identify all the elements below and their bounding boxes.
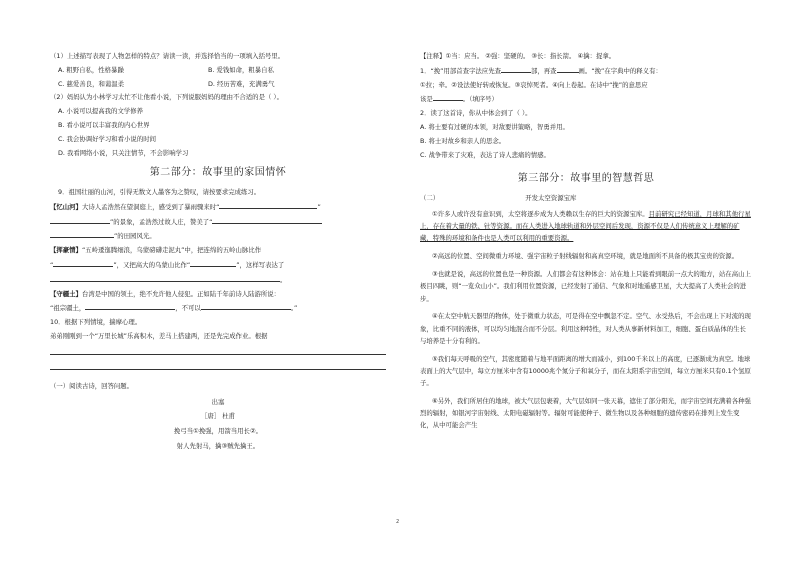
huihao-label: 【挥豪情】 (50, 246, 82, 255)
yishan-label: 【忆山河】 (50, 202, 82, 211)
question-10-intro: 10．根据下列情境，揣摩心理。 (50, 318, 142, 327)
shoujiang-text-2: “祖宗疆土， (50, 304, 86, 313)
question-1-stem: （1）上述描写表现了人物怎样的特点？请读一读，并选择恰当的一项填入括号里。 (50, 52, 285, 60)
question-2-option-c: C. 我会协调好学习和看小说的时间 (58, 134, 156, 143)
section-2-heading (420, 194, 752, 202)
option-c: C. 慈爱善良，和蔼温柔 (58, 79, 125, 88)
blank[interactable] (219, 202, 317, 209)
yishan-line-1: 【忆山河】大诗人孟浩然在望洞庭上，感受到了暴雨骤来时“ ” (50, 202, 321, 211)
page-number: 2 (396, 519, 400, 525)
right-q1-text-a: 1．“挽”用部首查字法应先查 (420, 66, 501, 75)
question-2-stem: （2）妈妈认为小林学习太忙不让他看小说，下列说服妈妈的理由不合适的是（ ）。 (50, 93, 283, 102)
blank[interactable] (50, 231, 114, 238)
shoujiang-text-4: 。” (290, 304, 298, 313)
paragraph-3: ③也就是说，高远的位置也是一种资源。人们都会有这种体会：站在地上只能看到眼前一点大的地方，站在高山上极目四眺，则“一览众山小”。我们利用位置资源，已经发射了通信、气象和对地遥感卫星，大大提高了人类社会的进步。 (420, 270, 751, 303)
right-question-2-option-b: B. 将士对故乡和亲人的思念。 (420, 136, 506, 145)
yishan-line-3 (50, 231, 386, 240)
right-question-2: 2．读了这首诗，你从中体会到了（ ）。 (420, 109, 532, 118)
right-question-1-options: ①拉；牵。②设法使好转或恢复。③哀悼死者。④向上卷起。在诗中“挽”的意思应 (420, 80, 648, 89)
right-question-1 (420, 66, 752, 75)
shoujiang-text-3: ，不可以 (175, 304, 201, 313)
yishan-text-2: ”的景象，孟浩然过故人庄，赞美了“ (110, 217, 213, 226)
section-2-title: 开发太空资源宝库 (525, 194, 577, 203)
blank[interactable] (190, 260, 236, 267)
paragraph-1-b: 目前研究已经知道，月球和其他行星上，存在着大量的铁、钍等资源。而在人类进入地球轨道和外层空间后发现，资源不仅是人们传统意义上理解的矿藏，特殊的环境和条件也是人类可以利用的重要资源。 (420, 209, 751, 243)
blank[interactable] (557, 66, 579, 73)
part-2-title: 第二部分：故事里的家国情怀 (149, 166, 287, 178)
blank[interactable] (85, 303, 175, 310)
poem-line-1: 挽弓当①挽强，用箭当用长②。 (173, 426, 263, 435)
shoujiang-label: 【守疆土】 (50, 289, 82, 298)
question-2-option-d: D. 我看网络小说，只关注情节，不会影响学习 (58, 148, 189, 157)
question-10-text: 弟弟刚刚到一个“万里长城”乐高积木，差马上搭建两，还是先完成作业。根据 (50, 332, 268, 341)
right-question-1-end (420, 94, 752, 103)
question-2-option-a: A. 小说可以提高我的文学修养 (58, 107, 144, 116)
shoujiang-line-1 (50, 290, 386, 298)
poem-line-2: 射人先射马，擒③贼先擒王。 (176, 441, 260, 450)
poem-title: 出塞 (211, 397, 225, 406)
right-q1-text-c: 画。“挽”在字典中的释义有： (578, 66, 662, 75)
answer-line[interactable] (50, 361, 386, 370)
question-2-option-b: B. 看小说可以丰富我的内心世界 (58, 120, 150, 129)
part-3-title: 第三部分：故事里的智慧哲思 (517, 172, 655, 184)
right-q1-end-b: 。（填序号） (462, 95, 498, 104)
poem-author: ［唐］ 杜甫 (201, 411, 235, 420)
question-1-options-row-2 (50, 80, 386, 88)
section-2-label: （二） (420, 194, 440, 203)
huihao-line-3 (50, 275, 386, 284)
reading-intro: （一）阅读古诗，回答问题。 (50, 381, 134, 390)
huihao-text-1: “五岭逶迤腾细浪，乌蒙磅礴走泥丸”中，把连绵的五岭山脉比作 (81, 246, 262, 255)
blank[interactable] (50, 217, 110, 224)
blank[interactable] (501, 66, 531, 73)
huihao-line-2 (50, 260, 386, 269)
blank[interactable] (212, 217, 322, 224)
option-b: B. 爱钱如命，粗暴自私 (208, 65, 274, 74)
huihao-text-2: “ (50, 261, 54, 270)
shoujiang-line-2 (50, 303, 386, 312)
huihao-text-4: ”，这样写表达了 (236, 261, 285, 270)
question-9-intro: 9．祖国壮丽的山河，引得无数文人墨客为之赞叹，请按要求完成练习。 (58, 188, 261, 197)
right-question-2-option-c: C. 战争带来了灾难，表达了诗人悲痛的情感。 (420, 150, 550, 159)
paragraph-5: ⑤我们每天呼吸的空气，其密度随着与地平面距离的增大而减小，到100千米以上的高度，已逐渐成为真空。地球表面上的大气层中，每立方厘米中含有10000兆个氮分子和氧分子，而在太阳系宇宙空间，每立方厘米只有0.1个氢原子。 (420, 354, 751, 388)
paragraph-6: ⑥另外，我们所居住的地球，被大气层包裹着，大气层如同一张天幕，遮住了部分阳光，而宇宙空间充满着各种强烈的辐射，如银河宇宙射线、太阳电磁辐射等。辐射可能使种子、微生物以及各种细胞的遗传密码在排列上发生变化，从中可能会产生 (420, 397, 751, 430)
question-1-options-row-1 (50, 66, 386, 74)
option-d: D. 经历苦难，充满勇气 (208, 79, 275, 88)
right-q1-end-a: 该是 (420, 95, 433, 104)
paragraph-1 (420, 208, 752, 245)
right-question-2-option-a: A. 将士要有过硬的本领，对敌要讲策略，智勇并用。 (420, 122, 569, 131)
blank[interactable] (201, 303, 291, 310)
poem-notes: 【注释】①当：应当。 ②强：坚硬的。 ③长：指长箭。 ④擒：捉拿。 (420, 52, 616, 60)
yishan-text-3: ”的田园风光。 (114, 232, 156, 241)
left-column (50, 52, 386, 457)
answer-line[interactable] (50, 346, 386, 355)
option-a: A. 粗野自私，性格暴躁 (58, 65, 124, 74)
yishan-line-2 (50, 217, 386, 226)
yishan-text-1: 大诗人孟浩然在望洞庭上，感受到了暴雨骤来时“ (81, 202, 220, 211)
blank[interactable] (433, 94, 463, 101)
huihao-text-5: 。 (280, 275, 287, 284)
huihao-text-3: ”，又把高大的乌蒙山比作“ (113, 261, 191, 270)
right-column (420, 52, 752, 437)
blank[interactable] (50, 275, 280, 282)
paragraph-2: ②高远的位置、空间微重力环境、强宇宙粒子射线辐射和高真空环境，就是地面所不具备的极其宝贵的资源。 (432, 252, 739, 261)
huihao-line-1 (50, 246, 386, 254)
paragraph-4: ④在太空中航天器里的物体，处于微重力状态，可是得在空中飘忽不定。空气、水受热后，不会出现上下对流的现象，比重不同的液体，可以均匀地混合而不分层。利用这种特性，对人类从事新材料加工，细胞、蛋白质晶体的生长与培养是十分有利的。 (420, 312, 751, 345)
paragraph-1-a: ①许多人或许没有意识到，太空将逐步成为人类赖以生存的巨大的资源宝库。 (432, 209, 649, 218)
blank[interactable] (53, 260, 113, 267)
right-q1-text-b: 部，再查 (530, 66, 557, 75)
shoujiang-text-1: 台湾是中国的领土，绝不允许他人侵犯。正如陆千年前诗人陆游所说： (81, 289, 281, 298)
